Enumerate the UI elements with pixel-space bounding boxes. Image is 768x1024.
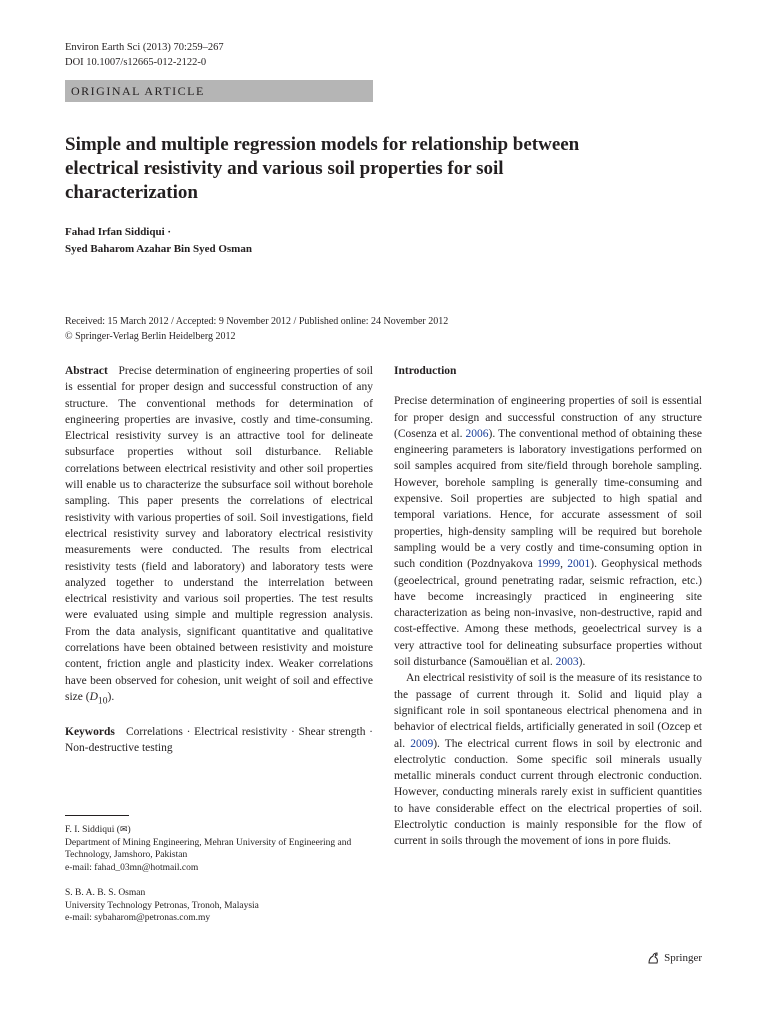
journal-info bbox=[65, 40, 224, 70]
intro-paragraph-2 bbox=[394, 670, 702, 849]
abstract: Abstract Precise determination of engineering properties of soil is essential for proper design and successful construction of any structure. The conventional methods for determination of engineering properties are invasive, costly and time-consuming. Electrical resistivity survey is an attractive tool for delineate subsurface properties without soil disturbance. Reliable correlations between electrical resistivity and other soil properties will enable us to characterize the subsurface soil without borehole sampling. This paper presents the correlations of electrical resistivity with various properties of soil. Soil investigations, field electrical resistivity survey and laboratory electrical resistivity measurements were conducted. The results from electrical resistivity tests (field and laboratory) and laboratory tests were analyzed together to understand the interrelation between electrical resistivity and various soil properties. The test results were evaluated using simple and multiple regression analysis. From the data analysis, significant quantitative and qualitative correlations have been obtained between resistivity and moisture content, friction angle and plasticity index. Weaker correlations have been observed for cohesion, unit weight of soil and effective size $(D_{10})$. bbox=[65, 365, 374, 707]
citation-link[interactable]: 2003 bbox=[555, 656, 579, 669]
body-text: ). bbox=[578, 656, 586, 669]
journal-citation: Environ Earth Sci (2013) 70:259–267 bbox=[65, 42, 224, 53]
article-type-banner: ORIGINAL ARTICLE bbox=[65, 80, 373, 102]
footnote-paren-close: ) bbox=[127, 825, 131, 835]
article-history bbox=[65, 314, 448, 344]
publisher-logo bbox=[646, 951, 702, 965]
abstract-symbol: D bbox=[89, 690, 98, 703]
paper-title: Simple and multiple regression models for relationship between electrical resistivity and various soil properties for soil characterization bbox=[65, 134, 580, 203]
keywords-heading: Keywords bbox=[65, 725, 115, 738]
footnote-email[interactable]: e-mail: sybaharom@petronas.com.my bbox=[65, 913, 211, 924]
springer-horse-icon bbox=[646, 951, 660, 965]
footnote-divider bbox=[65, 815, 129, 816]
intro-paragraph-1 bbox=[394, 393, 702, 670]
author-name[interactable]: Syed Baharom Azahar Bin Syed Osman bbox=[65, 243, 252, 255]
abstract-subscript: 10 bbox=[97, 695, 108, 707]
footnote-affiliation: Department of Mining Engineering, Mehran University of Engineering and Technology, Jamshoro, Pakistan bbox=[65, 837, 352, 861]
footnote-email[interactable]: e-mail: fahad_03mn@hotmail.com bbox=[65, 862, 199, 873]
footnote-author-name: S. B. A. B. S. Osman bbox=[65, 888, 146, 898]
citation-link[interactable]: 2009 bbox=[410, 737, 434, 750]
copyright-notice: © Springer-Verlag Berlin Heidelberg 2012 bbox=[65, 331, 236, 342]
abstract-heading: Abstract bbox=[65, 365, 108, 377]
publication-dates: Received: 15 March 2012 / Accepted: 9 November 2012 / Published online: 24 November 2012 bbox=[65, 316, 449, 327]
citation-link[interactable]: 2001 bbox=[567, 558, 591, 571]
footnote-affiliation: University Technology Petronas, Tronoh, Malaysia bbox=[65, 900, 259, 911]
body-text: ). Geophysical methods (geoelectrical, ground penetrating radar, seismic refraction, etc.) have become increasingly practiced in engineering site characterization as being non-invasive, non-destructive, rapid and cost-effective. Among these methods, geoelectrical survey is a very attractive tool for delineating subsurface properties without soil disturbance (Samouëlian et al. bbox=[394, 558, 703, 669]
citation-link[interactable]: 2006 bbox=[465, 427, 489, 440]
citation-link[interactable]: 1999 bbox=[537, 558, 561, 571]
keywords bbox=[65, 724, 373, 757]
body-text: ). The conventional method of obtaining these engineering parameters is laboratory investigations performed on soil samples acquired from site/field through borehole sampling. However, borehole sampling is generally time-consuming and expensive. Soil properties are subjected to high spatial and temporal variations. Hence, for accurate assessment of soil properties, high-density sampling will be required but borehole sampling would be a very costly and time-consuming option in such condition (Pozdnyakova bbox=[394, 427, 703, 571]
body-text: , bbox=[560, 558, 568, 571]
author-list bbox=[65, 224, 252, 258]
author-name[interactable]: Fahad Irfan Siddiqui · bbox=[65, 226, 172, 238]
keywords-text: Correlations · Electrical resistivity · Shear strength · Non-destructive testing bbox=[65, 725, 374, 754]
footnote-author2 bbox=[65, 887, 373, 925]
footnote-author1 bbox=[65, 824, 373, 874]
doi[interactable]: DOI 10.1007/s12665-012-2122-0 bbox=[65, 57, 207, 68]
body-text: Precise determination of engineering properties of soil is essential for proper design and successful construction of any structure (Cosenza et al. bbox=[394, 395, 702, 440]
abstract-text: Precise determination of engineering properties of soil is essential for proper design and successful construction of any structure. The conventional methods for determination of engineering properties are invasive, costly and time-consuming. Electrical resistivity survey is an attractive tool for delineate subsurface properties without soil disturbance. Reliable correlations between electrical resistivity and other soil properties will enable us to characterize the subsurface soil without borehole sampling. This paper presents the correlations of electrical resistivity with various properties of soil. Soil investigations, field electrical resistivity survey and laboratory electrical resistivity measurements were conducted. The results from electrical resistivity tests (field and laboratory) and laboratory tests were analyzed together to understand the interrelation between electrical resistivity and various soil properties. The test results were evaluated using simple and multiple regression analysis. From the data analysis, significant quantitative and qualitative correlations have been obtained between resistivity and moisture content, friction angle and plasticity index. Weaker correlations have been observed for cohesion, unit weight of soil and effective size bbox=[65, 365, 374, 703]
publisher-name: Springer bbox=[664, 952, 702, 964]
left-column bbox=[65, 363, 373, 756]
section-heading-introduction: Introduction bbox=[394, 365, 457, 377]
body-text: ). The electrical current flows in soil by electronic and electrolytic conduction. Some specific soil minerals usually metallic minerals conduct current through electronic conduction. However, conducting minerals rarely exist in sufficient quantities to have considerable effect on the electrical properties of soil. Electrolytic conduction is mainly responsible for the flow of current in soils through the movement of ions in pore fluids. bbox=[394, 737, 702, 848]
right-column bbox=[394, 363, 702, 850]
abstract-end: ). bbox=[107, 690, 115, 703]
envelope-icon[interactable]: ✉ bbox=[119, 825, 128, 835]
body-text: An electrical resistivity of soil is the measure of its resistance to the passage of current through it. Solid and liquid play a significant role in soil spontaneous electrical phenomena and in behavior of electrical fields, artificially generated in soil (Ozcep et al. bbox=[394, 672, 702, 750]
footnote-author-name: F. I. Siddiqui ( bbox=[65, 825, 120, 835]
